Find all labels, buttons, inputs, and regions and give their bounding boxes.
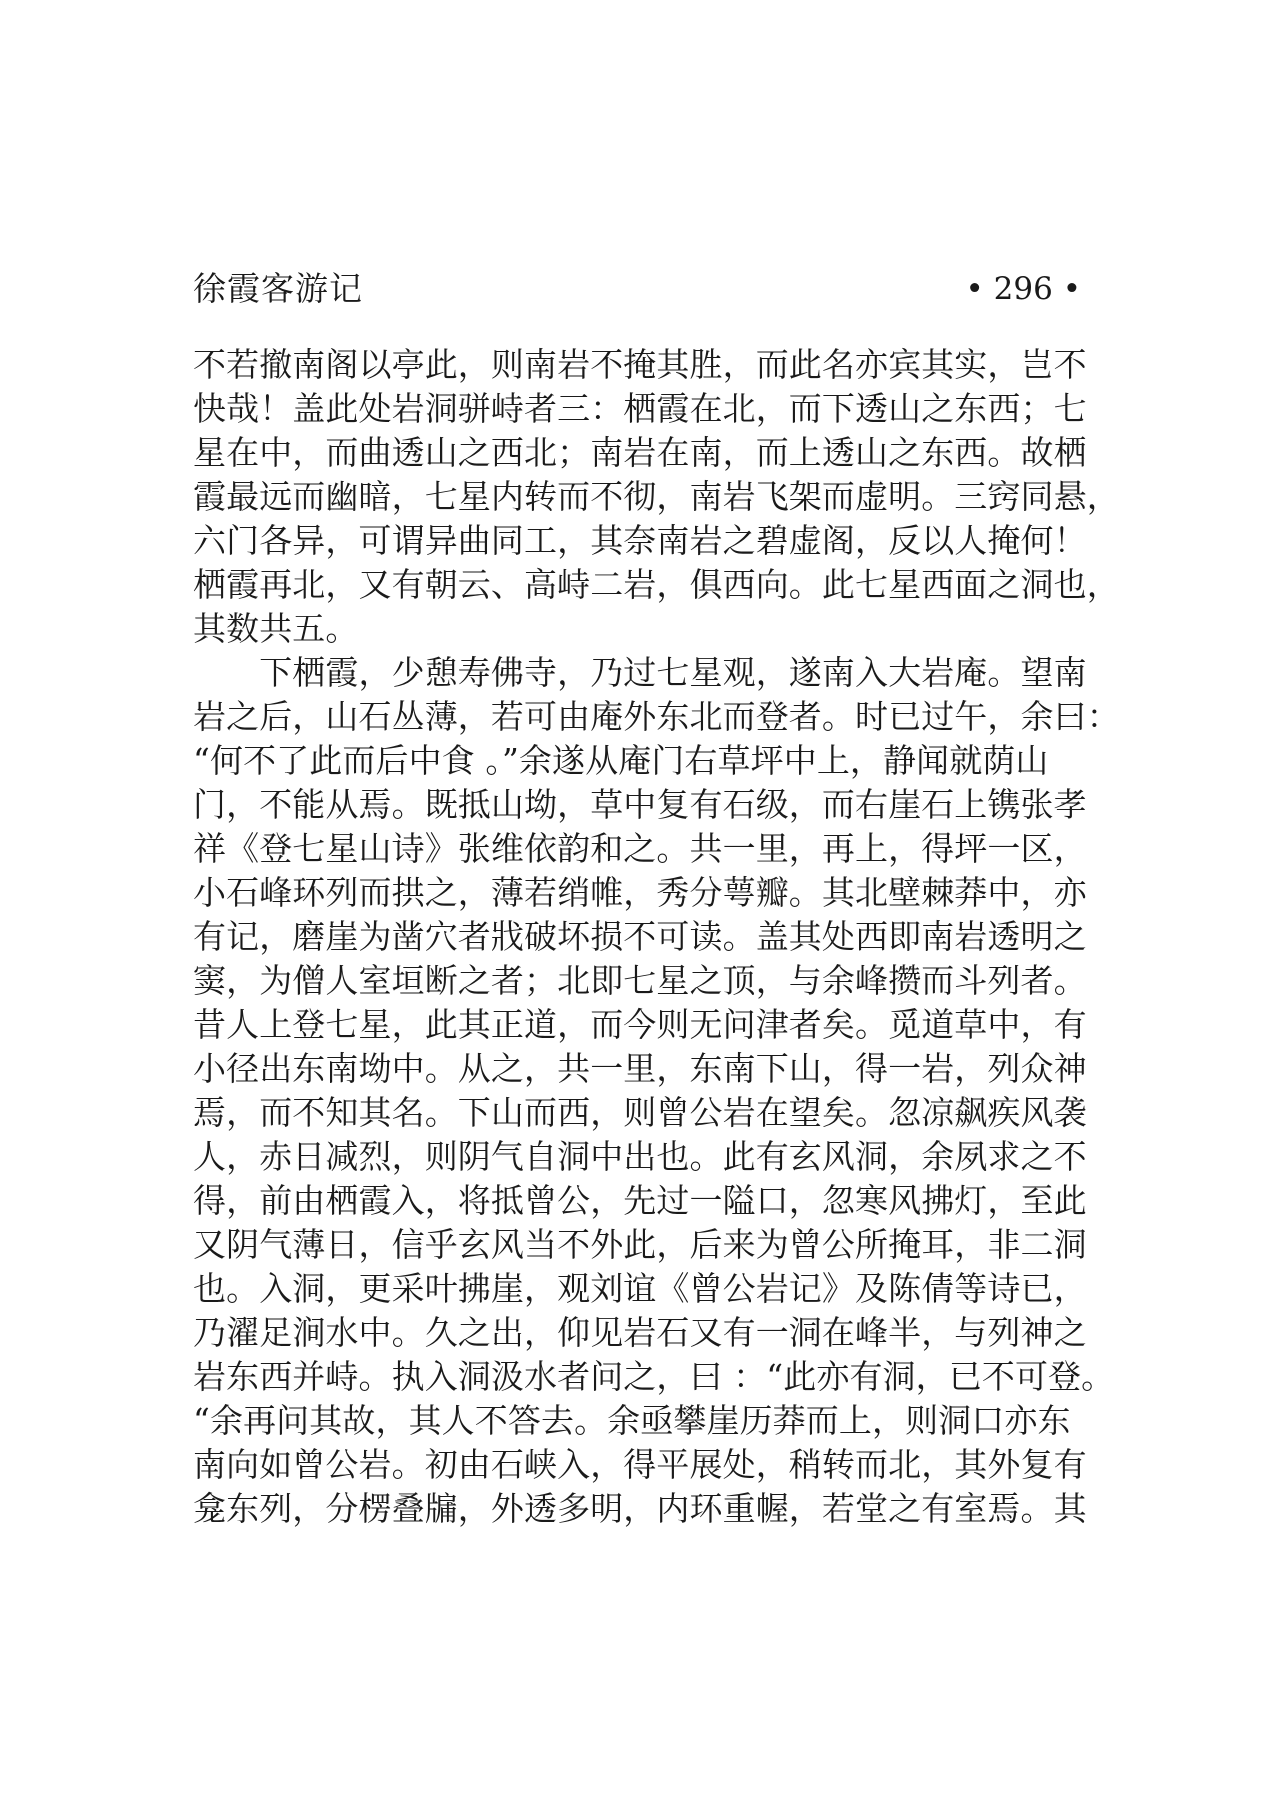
text-line: 霞最远而幽暗，七星内转而不彻，南岩飞架而虚明。三窍同悬， (193, 477, 1120, 516)
text-line: 也。入洞，更采叶拂崖，观刘谊《曾公岩记》及陈倩等诗已， (193, 1269, 1087, 1308)
text-line: 又阴气薄日，信乎玄风当不外此，后来为曾公所掩耳，非二洞 (193, 1225, 1087, 1264)
text-line: 岩之后，山石丛薄，若可由庵外东北而登者。时已过午，余曰： (193, 697, 1120, 736)
text-line: 窦，为僧人室垣断之者；北即七星之顶，与余峰攒而斗列者。 (193, 961, 1087, 1000)
text-line: “何不了此而后中食 。”余遂从庵门右草坪中上，静闻就荫山 (193, 741, 1049, 780)
page-number: • 296 • (965, 271, 1081, 307)
text-line: 人，赤日减烈，则阴气自洞中出也。此有玄风洞，余夙求之不 (193, 1137, 1087, 1176)
text-line: 快哉！盖此处岩洞骈峙者三：栖霞在北，而下透山之东西；七 (193, 389, 1087, 428)
text-line: 不若撤南阁以亭此，则南岩不掩其胜，而此名亦宾其实，岂不 (193, 345, 1087, 384)
text-line: “余再问其故，其人不答去。余亟攀崖历莽而上，则洞口亦东 (193, 1401, 1071, 1440)
text-line: 有记，磨崖为凿穴者戕破坏损不可读。盖其处西即南岩透明之 (193, 917, 1087, 956)
text-line: 昔人上登七星，此其正道，而今则无问津者矣。觅道草中，有 (193, 1005, 1087, 1044)
text-line: 小石峰环列而拱之，薄若绡帷，秀分萼瓣。其北壁棘莽中，亦 (193, 873, 1087, 912)
text-line: 祥《登七星山诗》张维依韵和之。共一里，再上，得坪一区， (193, 829, 1087, 868)
text-line: 栖霞再北，又有朝云、高峙二岩，俱西向。此七星西面之洞也， (193, 565, 1120, 604)
text-line: 小径出东南坳中。从之，共一里，东南下山，得一岩，列众神 (193, 1049, 1087, 1088)
text-line: 南向如曾公岩。初由石峡入，得平展处，稍转而北，其外复有 (193, 1445, 1087, 1484)
text-line: 龛东列，分楞叠牖，外透多明，内环重幄，若堂之有室焉。其 (193, 1489, 1087, 1528)
text-line: 乃濯足涧水中。久之出，仰见岩石又有一洞在峰半，与列神之 (193, 1313, 1087, 1352)
text-line: 岩东西并峙。执入洞汲水者问之，曰 ：“此亦有洞，已不可登。 (193, 1357, 1115, 1396)
page-header (193, 265, 1081, 313)
body-text (193, 343, 1120, 1531)
running-head-title: 徐霞客游记 (193, 269, 363, 308)
text-line: 星在中，而曲透山之西北；南岩在南，而上透山之东西。故栖 (193, 433, 1087, 472)
text-line: 下栖霞，少憩寿佛寺，乃过七星观，遂南入大岩庵。望南 (193, 653, 1087, 692)
text-line: 门，不能从焉。既抵山坳，草中复有石级，而右崖石上镌张孝 (193, 785, 1087, 824)
text-line: 焉，而不知其名。下山而西，则曾公岩在望矣。忽凉飙疾风袭 (193, 1093, 1087, 1132)
text-line: 六门各异，可谓异曲同工，其奈南岩之碧虚阁，反以人掩何！ (193, 521, 1087, 560)
text-line: 其数共五。 (193, 609, 359, 648)
text-line: 得，前由栖霞入，将抵曾公，先过一隘口，忽寒风拂灯，至此 (193, 1181, 1087, 1220)
